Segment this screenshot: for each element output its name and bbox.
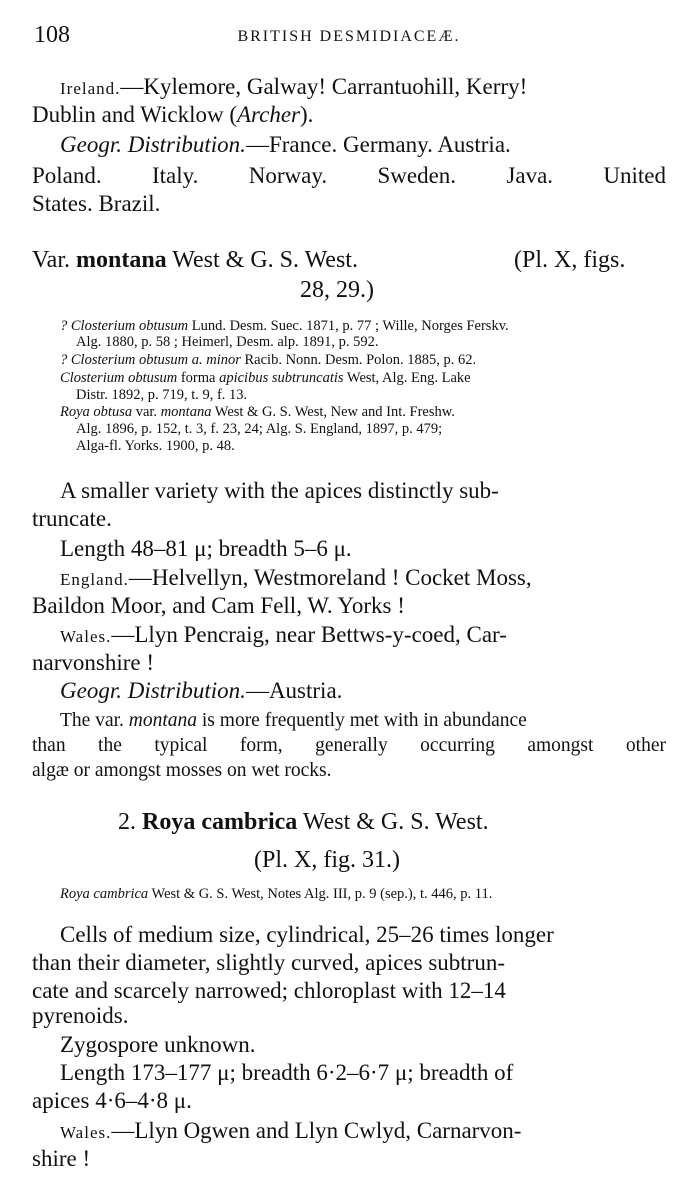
synonym-line: Alg. 1896, p. 152, t. 3, f. 23, 24; Alg. S. England, 1897, p. 479;: [76, 421, 443, 437]
species-zygospore: Zygospore unknown.: [60, 1032, 256, 1057]
variety-measure: Length 48–81 μ; breadth 5–6 μ.: [60, 536, 352, 561]
note-line-3: algæ or amongst mosses on wet rocks.: [32, 760, 332, 781]
note-line-2: than the typical form, generally occurring amongst other: [32, 735, 666, 756]
synonym-line: Roya obtusa var. montana West & G. S. West, New and Int. Freshw.: [60, 404, 455, 420]
variety-plate-ref-1: (Pl. X, figs.: [514, 247, 626, 273]
synonym-line: Distr. 1892, p. 719, t. 9, f. 13.: [76, 387, 248, 403]
england-line-2: Baildon Moor, and Cam Fell, W. Yorks !: [32, 593, 405, 618]
synonym-line: ? Closterium obtusum Lund. Desm. Suec. 1871, p. 77 ; Wille, Norges Ferskv.: [60, 318, 509, 334]
species-name: Roya cambrica: [142, 809, 298, 835]
variety-desc-2: truncate.: [32, 506, 112, 531]
species-desc-4: pyrenoids.: [32, 1003, 129, 1028]
species-synonym: Roya cambrica West & G. S. West, Notes Alg. III, p. 9 (sep.), t. 446, p. 11.: [60, 886, 493, 902]
running-head: BRITISH DESMIDIACEÆ.: [237, 28, 461, 45]
synonym-line: Closterium obtusum forma apicibus subtruncatis West, Alg. Eng. Lake: [60, 370, 471, 386]
england-line-1: England.—Helvellyn, Westmoreland ! Cocket Moss,: [60, 565, 532, 590]
wales-line-2: narvonshire !: [32, 650, 154, 675]
species-desc-3: cate and scarcely narrowed; chloroplast with 12–14: [32, 978, 506, 1003]
variety-plate-ref-2: 28, 29.): [300, 277, 374, 303]
species-plate-ref: (Pl. X, fig. 31.): [254, 847, 400, 873]
wales-label: Wales.: [60, 627, 112, 646]
geogr-line-3: States. Brazil.: [32, 191, 161, 216]
variety-desc-1: A smaller variety with the apices distinctly sub-: [60, 478, 499, 503]
species-measure-2: apices 4·6–4·8 μ.: [32, 1088, 192, 1113]
note-line-1: The var. montana is more frequently met with in abundance: [60, 710, 527, 731]
species-wales-2: shire !: [32, 1146, 91, 1171]
species-heading: 2. Roya cambrica West & G. S. West.: [118, 809, 489, 835]
geogr-label: Geogr. Distribution.: [60, 132, 246, 157]
england-label: England.: [60, 570, 129, 589]
species-desc-1: Cells of medium size, cylindrical, 25–26 times longer: [60, 922, 554, 947]
page-header: [30, 22, 668, 52]
ireland-label: Ireland.: [60, 79, 121, 98]
synonym-line: ? Closterium obtusum a. minor Racib. Nonn. Desm. Polon. 1885, p. 62.: [60, 352, 477, 368]
species-desc-2: than their diameter, slightly curved, apices subtrun-: [32, 950, 505, 975]
page-number: 108: [34, 22, 70, 48]
variety-name: montana: [76, 247, 167, 273]
species-measure-1: Length 173–177 μ; breadth 6·2–6·7 μ; breadth of: [60, 1060, 514, 1085]
wales-line-1: Wales.—Llyn Pencraig, near Bettws-y-coed, Car-: [60, 622, 507, 647]
synonym-line: Alga-fl. Yorks. 1900, p. 48.: [76, 438, 235, 454]
ireland-line-2: Dublin and Wicklow (Archer).: [32, 102, 314, 127]
synonym-line: Alg. 1880, p. 58 ; Heimerl, Desm. alp. 1891, p. 592.: [76, 334, 379, 350]
geogr-line-2: Poland. Italy. Norway. Sweden. Java. United: [32, 163, 666, 188]
ireland-line-1: Ireland.—Kylemore, Galway! Carrantuohill, Kerry!: [60, 74, 528, 99]
variety-heading: Var. montana West & G. S. West.: [32, 247, 358, 273]
species-wales-1: Wales.—Llyn Ogwen and Llyn Cwlyd, Carnarvon-: [60, 1118, 522, 1143]
geogr-line-1: Geogr. Distribution.—France. Germany. Austria.: [60, 132, 511, 157]
variety-geogr: Geogr. Distribution.—Austria.: [60, 678, 343, 703]
